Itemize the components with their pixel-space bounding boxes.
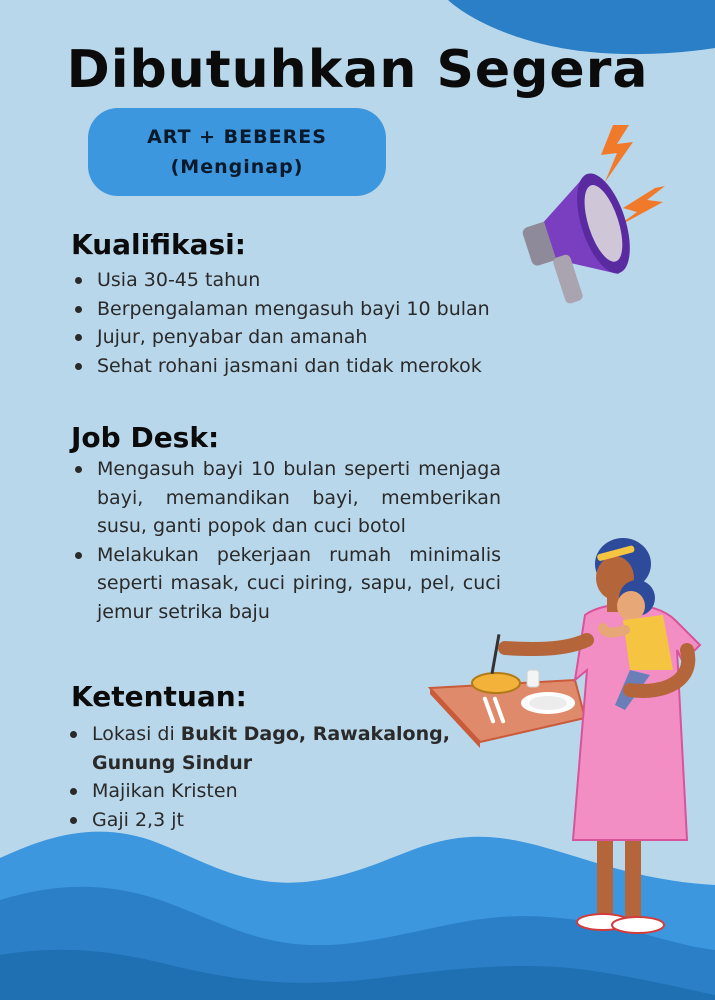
kualifikasi-list [71, 266, 511, 380]
list-item-lokasi [66, 720, 456, 777]
list-item: Usia 30-45 tahun [71, 266, 511, 295]
list-item: Melakukan pekerjaan rumah minimalis seperti masak, cuci piring, sapu, pel, cuci jemur setrika baju [71, 541, 501, 627]
position-badge [88, 108, 386, 196]
ketentuan-list [66, 720, 456, 834]
mother-cooking-illustration [425, 520, 715, 940]
badge-line2: (Menginap) [170, 156, 304, 178]
page-title: Dibutuhkan Segera [66, 40, 649, 100]
list-item: Majikan Kristen [66, 777, 456, 806]
list-item: Gaji 2,3 jt [66, 806, 456, 835]
list-item: Jujur, penyabar dan amanah [71, 323, 511, 352]
list-item: Sehat rohani jasmani dan tidak merokok [71, 352, 511, 381]
lokasi-bold: Bukit Dago, Rawakalong, Gunung Sindur [92, 723, 450, 774]
megaphone-icon [505, 120, 675, 305]
lokasi-prefix: Lokasi di [92, 723, 181, 745]
ketentuan-heading: Ketentuan: [71, 680, 247, 713]
list-item: Berpengalaman mengasuh bayi 10 bulan [71, 295, 511, 324]
list-item: Mengasuh bayi 10 bulan seperti menjaga bayi, memandikan bayi, memberikan susu, ganti popok dan cuci botol [71, 455, 501, 541]
badge-line1: ART + BEBERES [147, 126, 327, 148]
jobdesk-heading: Job Desk: [71, 421, 220, 454]
kualifikasi-heading: Kualifikasi: [71, 228, 246, 261]
